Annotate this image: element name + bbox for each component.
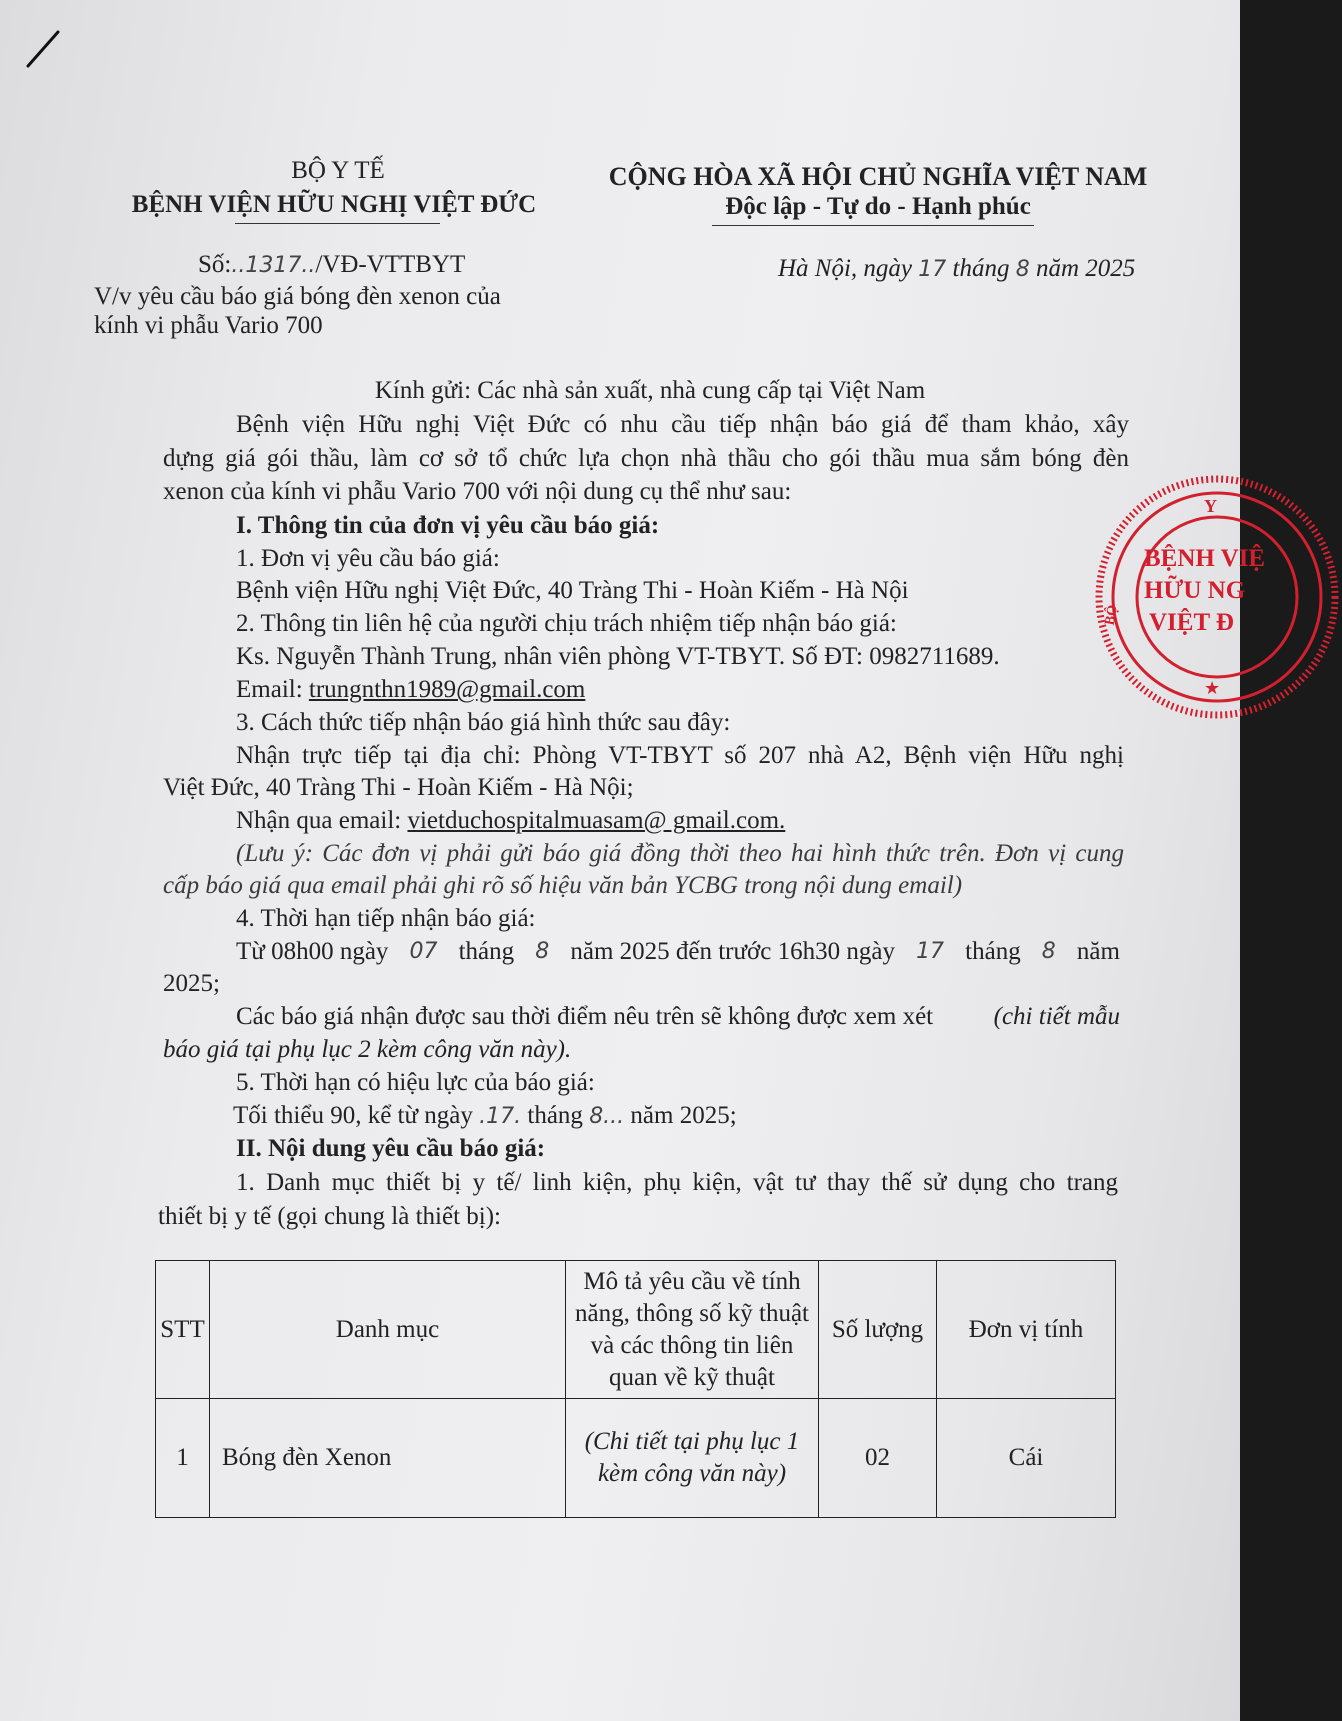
header-desc-line-1: Mô tả yêu cầu về tính — [583, 1267, 801, 1295]
receive-email — [236, 806, 785, 836]
period-month-1-handwritten: 8 — [535, 939, 550, 964]
item-5-label: 5. Thời hạn có hiệu lực của báo giá: — [236, 1069, 595, 1096]
item-4-note-normal: Các báo giá nhận được sau thời điểm nêu trên sẽ không được xem xét — [236, 1003, 934, 1030]
motto-underline — [712, 225, 1034, 226]
header-desc-line-4: quan về kỹ thuật — [609, 1363, 775, 1391]
table-row — [156, 1399, 1116, 1518]
contact-email — [236, 675, 585, 705]
doc-no-handwritten: ..1317.. — [231, 253, 316, 278]
item-4-period — [236, 937, 1120, 967]
intro-line-2: dựng giá gói thầu, làm cơ sở tổ chức lựa chọn nhà thầu cho gói thầu mua sắm bóng đèn — [163, 445, 1129, 472]
section-2-item-1-line-1: 1. Danh mục thiết bị y tế/ linh kiện, phụ kiện, vật tư thay thế sử dụng cho trang — [236, 1169, 1118, 1196]
row-quantity: 02 — [819, 1399, 937, 1518]
document-number — [198, 250, 465, 281]
item-3-line-1: Nhận trực tiếp tại địa chỉ: Phòng VT-TBYT số 207 nhà A2, Bệnh viện Hữu nghị — [236, 742, 1124, 769]
salutation: Kính gửi: Các nhà sản xuất, nhà cung cấp tại Việt Nam — [374, 377, 926, 404]
item-5-validity — [233, 1101, 737, 1132]
period-day-2-handwritten: 17 — [916, 939, 945, 964]
stamp-side-letters: BỘ — [1102, 603, 1121, 627]
hospital-underline — [235, 223, 440, 224]
date-day-handwritten: 17 — [918, 257, 947, 282]
email-label: Email: — [236, 676, 309, 703]
intro-line-3: xenon của kính vi phẫu Vario 700 với nội dung cụ thể như sau: — [163, 478, 792, 505]
row-unit: Cái — [937, 1399, 1116, 1518]
item-4-note-line-2: báo giá tại phụ lục 2 kèm công văn này). — [163, 1036, 572, 1063]
subject-line-1: V/v yêu cầu báo giá bóng đèn xenon của — [94, 283, 501, 310]
stamp-star-icon: ★ — [1204, 678, 1221, 698]
note-line-1: (Lưu ý: Các đơn vị phải gửi báo giá đồng thời theo hai hình thức trên. Đơn vị cung — [236, 840, 1124, 867]
period-month-2-handwritten: 8 — [1041, 939, 1056, 964]
header-description — [566, 1261, 819, 1399]
validity-year: năm 2025; — [630, 1102, 737, 1129]
equipment-table — [155, 1260, 1116, 1518]
date-month-label: tháng — [952, 255, 1010, 282]
motto: Độc lập - Tự do - Hạnh phúc — [725, 193, 1031, 220]
date-prefix: Hà Nội, ngày — [778, 255, 913, 282]
item-2-value: Ks. Nguyễn Thành Trung, nhân viên phòng VT-TBYT. Số ĐT: 0982711689. — [236, 643, 1000, 670]
validity-from: Tối thiểu 90, kể từ ngày — [233, 1102, 473, 1129]
item-1-value: Bệnh viện Hữu nghị Việt Đức, 40 Tràng Thi - Hoàn Kiếm - Hà Nội — [236, 577, 909, 604]
header-desc-line-3: và các thông tin liên — [590, 1331, 794, 1359]
period-year: 2025; — [163, 970, 220, 997]
validity-month-handwritten: 8... — [589, 1104, 625, 1129]
validity-month-label: tháng — [527, 1102, 583, 1129]
row-item: Bóng đèn Xenon — [210, 1399, 566, 1518]
email-link[interactable]: trungnthn1989@gmail.com — [308, 676, 586, 703]
section-2-item-1-line-2: thiết bị y tế (gọi chung là thiết bị): — [158, 1203, 501, 1230]
date-month-handwritten: 8 — [1015, 257, 1030, 282]
item-4-note-line-1 — [236, 1002, 1120, 1032]
nation-name: CỘNG HÒA XÃ HỘI CHỦ NGHĨA VIỆT NAM — [608, 162, 1148, 191]
row-description — [566, 1399, 819, 1518]
period-day-1-handwritten: 07 — [409, 939, 438, 964]
stamp-line-2: HỮU NG — [1144, 577, 1246, 604]
subject-line-2: kính vi phẫu Vario 700 — [94, 312, 323, 339]
period-from: Từ 08h00 ngày — [236, 938, 389, 965]
header-desc-line-2: năng, thông số kỹ thuật — [574, 1299, 809, 1327]
receive-email-label: Nhận qua email: — [236, 807, 408, 834]
note-line-2: cấp báo giá qua email phải ghi rõ số hiệu văn bản YCBG trong nội dung email) — [163, 872, 963, 899]
pen-mark — [20, 22, 70, 72]
section-1-heading: I. Thông tin của đơn vị yêu cầu báo giá: — [236, 512, 660, 539]
item-4-label: 4. Thời hạn tiếp nhận báo giá: — [236, 905, 536, 932]
ministry-name: BỘ Y TẾ — [291, 157, 385, 184]
header-unit: Đơn vị tính — [937, 1261, 1116, 1399]
receive-email-link[interactable]: vietduchospitalmuasam@ gmail.com. — [407, 807, 786, 834]
item-2-label: 2. Thông tin liên hệ của người chịu trách nhiệm tiếp nhận báo giá: — [236, 610, 897, 637]
item-3-line-2: Việt Đức, 40 Tràng Thi - Hoàn Kiếm - Hà Nội; — [163, 774, 634, 801]
period-month-label-2: tháng — [965, 938, 1021, 965]
official-stamp — [1092, 472, 1342, 722]
section-2-heading: II. Nội dung yêu cầu báo giá: — [236, 1135, 546, 1162]
period-to: năm 2025 đến trước 16h30 ngày — [570, 938, 895, 965]
header-quantity: Số lượng — [819, 1261, 937, 1399]
row-desc-line-1: (Chi tiết tại phụ lục 1 — [584, 1428, 800, 1455]
stamp-line-3: VIỆT Đ — [1149, 609, 1234, 636]
header-stt: STT — [156, 1261, 210, 1399]
doc-no-prefix: Số: — [198, 251, 232, 278]
hospital-name: BỆNH VIỆN HỮU NGHỊ VIỆT ĐỨC — [131, 191, 537, 218]
stamp-line-1: BỆNH VIỆ — [1144, 545, 1266, 572]
stamp-top-letter: Y — [1204, 496, 1217, 516]
intro-line-1: Bệnh viện Hữu nghị Việt Đức có nhu cầu tiếp nhận báo giá để tham khảo, xây — [236, 411, 1129, 438]
place-date — [778, 254, 1135, 285]
table-header-row — [156, 1261, 1116, 1399]
item-4-note-italic: (chi tiết mẫu — [993, 1003, 1120, 1030]
date-year: năm 2025 — [1035, 255, 1136, 282]
doc-no-suffix: /VĐ-VTTBYT — [315, 251, 466, 278]
period-month-label-1: tháng — [458, 938, 515, 965]
item-3-label: 3. Cách thức tiếp nhận báo giá hình thức sau đây: — [236, 709, 731, 736]
header-item: Danh mục — [210, 1261, 566, 1399]
row-stt: 1 — [156, 1399, 210, 1518]
period-year-label: năm — [1076, 938, 1120, 965]
row-desc-line-2: kèm công văn này) — [597, 1460, 787, 1487]
validity-day-handwritten: .17. — [479, 1104, 522, 1129]
item-1-label: 1. Đơn vị yêu cầu báo giá: — [236, 545, 500, 572]
